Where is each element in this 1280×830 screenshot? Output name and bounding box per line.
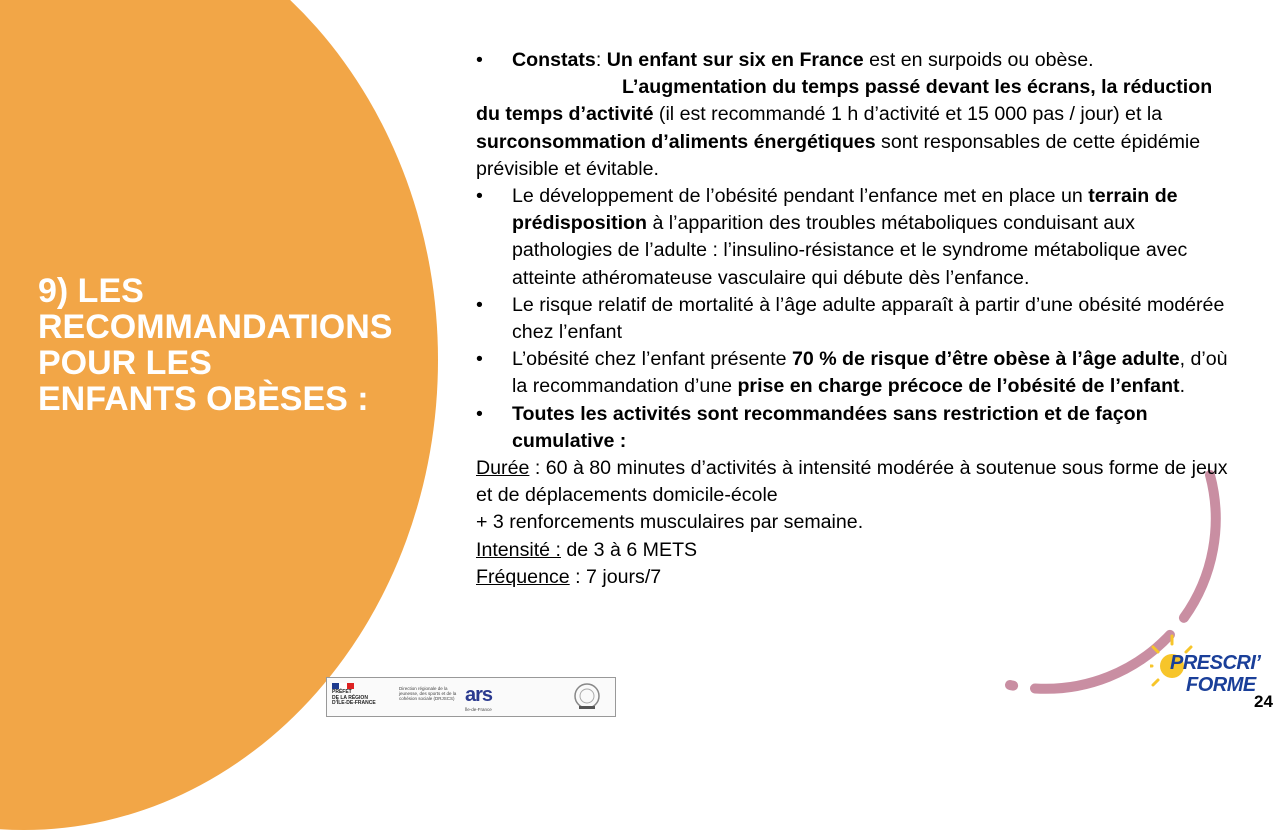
text-run: est en surpoids ou obèse.	[863, 49, 1094, 71]
prefet-line: D'ÎLE-DE-FRANCE	[332, 700, 376, 706]
renforcement-line: + 3 renforcements musculaires par semaine.	[476, 511, 864, 534]
drjscs-text: Direction régionale de la jeunesse, des sports et de la cohésion sociale (DRJSCS)	[399, 686, 457, 701]
bullet-dot: •	[476, 185, 483, 208]
bullet-dot: •	[476, 348, 483, 371]
bold-run: prise en charge précoce de l’obésité de l’enfant	[737, 375, 1180, 398]
ars-logo: ars	[465, 684, 493, 706]
constats-continuation	[476, 74, 1236, 183]
text-run: Le développement de l’obésité pendant l’enfance met en place un	[512, 185, 1089, 208]
bullet-obesite	[476, 346, 1236, 400]
text-run: L’obésité chez l’enfant présente	[512, 348, 792, 371]
text-run: de 3 à 6 METS	[560, 538, 698, 561]
intensite-line	[476, 537, 1236, 564]
bold-run: Toutes les activités sont recommandées sans restriction et de façon cumulative :	[512, 402, 1148, 452]
intensite-label: Intensité :	[476, 538, 561, 561]
page-number: 24	[1254, 692, 1273, 711]
bullet-risque	[476, 292, 1236, 346]
bold-run: Un enfant sur six en France	[606, 49, 864, 71]
partner-logos	[326, 677, 616, 717]
bullet-dot: •	[476, 49, 483, 71]
slide-title	[38, 273, 458, 417]
prefet-logo	[332, 683, 384, 711]
ars-subtitle: Île-de-France	[465, 707, 492, 712]
bold-run: surconsommation d’aliments énergétiques	[476, 130, 876, 153]
text-run: (il est recommandé 1 h d’activité et 15 000 pas / jour) et la	[653, 103, 1163, 126]
bullet-dot: •	[476, 402, 483, 425]
text-run: sont responsables de cette épidémie prévisible et évitable.	[476, 130, 1201, 180]
frequence-line	[476, 564, 1236, 591]
title-line: ENFANTS OBÈSES :	[38, 380, 369, 418]
text-run: Le risque relatif de mortalité à l’âge adulte apparaît à partir d’une obésité modérée chez l’enfant	[512, 293, 1225, 344]
prefet-line: DE LA RÉGION	[332, 694, 368, 701]
forme-text: FORME	[1186, 674, 1256, 696]
bold-run: 70 % de risque d’être obèse à l’âge adulte	[791, 348, 1180, 371]
slide-body	[476, 47, 1236, 591]
text-run: : 60 à 80 minutes d’activités à intensité modérée à soutenue sous forme de jeux et de déplacements domicile-école	[476, 457, 1228, 507]
prescriforme-logo	[1150, 628, 1261, 702]
text-run: à l’apparition des troubles métaboliques conduisant aux pathologies de l’adulte : l’insulino-résistance et le syndrome métabolique avec atteinte athéromateuse vasculaire qui débute dès l’enfance.	[512, 212, 1188, 289]
text-run: :	[595, 49, 607, 71]
seal-icon	[573, 682, 601, 710]
text-run: .	[1179, 375, 1186, 398]
bold-run: terrain de prédisposition	[512, 185, 1178, 235]
prefet-line: PRÉFET	[332, 689, 352, 695]
text-run: , d’où la recommandation d’une	[512, 348, 1228, 398]
constats-label: Constats	[512, 49, 596, 71]
bold-run: L’augmentation du temps passé devant les écrans, la réduction du temps d’activité	[476, 76, 1213, 126]
prescri-text: PRESCRI’	[1170, 652, 1261, 674]
frequence-label: Fréquence	[476, 565, 570, 588]
title-line: RECOMMANDATIONS	[38, 308, 393, 346]
bullet-activites	[476, 401, 1236, 455]
bullet-dot: •	[476, 293, 483, 316]
bullet-constats	[476, 47, 1236, 74]
text-run: : 7 jours/7	[569, 565, 662, 588]
title-line: 9) LES	[38, 272, 144, 310]
duree-label: Durée	[476, 457, 530, 480]
duree-line	[476, 455, 1236, 509]
title-line: POUR LES	[38, 344, 212, 382]
bullet-developpement	[476, 183, 1236, 292]
